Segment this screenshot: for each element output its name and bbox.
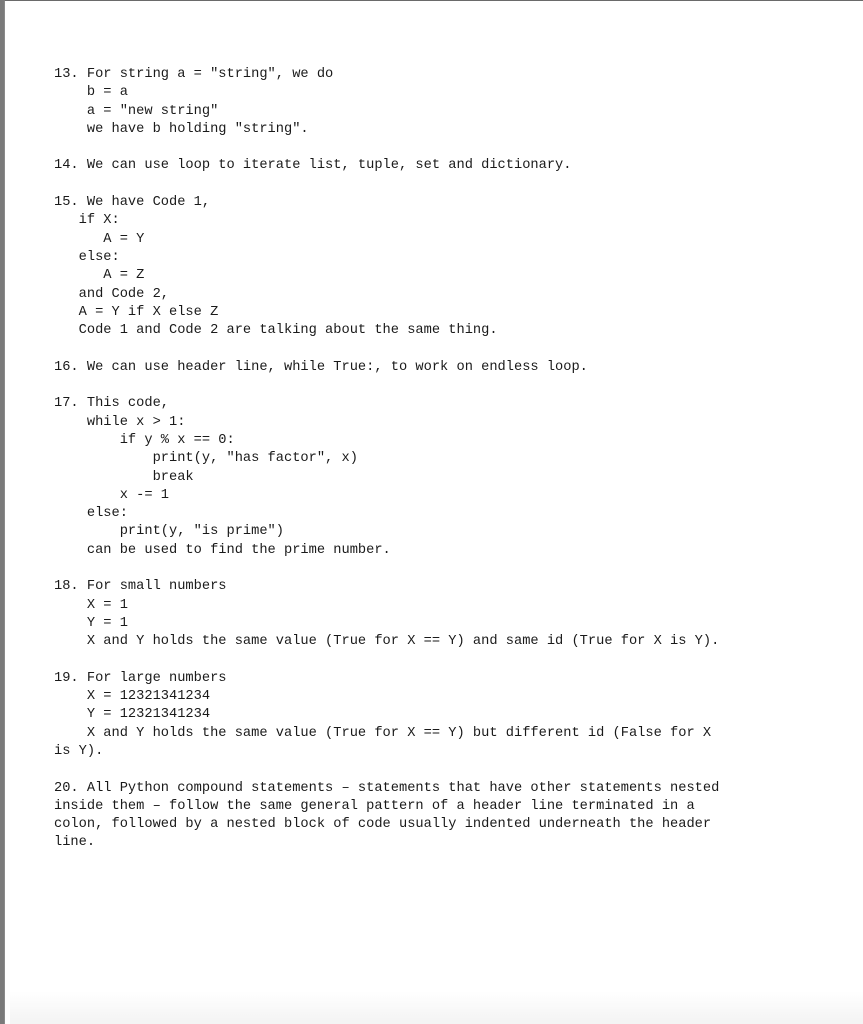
question-line: while x > 1: <box>54 414 186 430</box>
question-line: X and Y holds the same value (True for X == Y) and same id (True for X is Y). <box>54 634 720 650</box>
blank-line <box>54 761 854 779</box>
question-line: we have b holding "string". <box>54 121 309 137</box>
question-line: A = Y if X else Z <box>54 304 219 320</box>
question-line: Y = 1 <box>54 615 128 631</box>
question-17 <box>54 395 854 560</box>
question-line: if X: <box>54 213 120 229</box>
question-heading: 16. We can use header line, while True:, to work on endless loop. <box>54 359 588 375</box>
question-line: else: <box>54 249 120 265</box>
question-line: line. <box>54 835 96 851</box>
question-heading: 15. We have Code 1, <box>54 195 211 211</box>
question-line: x -= 1 <box>54 487 169 503</box>
question-line: X = 12321341234 <box>54 689 211 705</box>
question-line: inside them – follow the same general pattern of a header line terminated in a <box>54 798 695 814</box>
blank-line <box>54 377 854 395</box>
question-list <box>54 66 854 853</box>
question-18 <box>54 578 854 651</box>
question-line: Code 1 and Code 2 are talking about the same thing. <box>54 323 498 339</box>
question-line: print(y, "is prime") <box>54 524 284 540</box>
question-20 <box>54 780 854 853</box>
question-heading: 18. For small numbers <box>54 579 227 595</box>
question-heading: 14. We can use loop to iterate list, tuple, set and dictionary. <box>54 158 572 174</box>
question-heading: 13. For string a = "string", we do <box>54 67 334 82</box>
question-line: X = 1 <box>54 597 128 613</box>
question-line: if y % x == 0: <box>54 432 235 448</box>
question-16 <box>54 359 854 377</box>
question-line: else: <box>54 506 128 522</box>
blank-line <box>54 652 854 670</box>
blank-line <box>54 340 854 358</box>
question-line: is Y). <box>54 743 104 759</box>
question-line: Y = 12321341234 <box>54 707 211 723</box>
question-line: A = Z <box>54 268 145 284</box>
question-heading: 20. All Python compound statements – statements that have other statements nested <box>54 780 720 796</box>
question-line: a = "new string" <box>54 103 219 119</box>
question-line: break <box>54 469 194 485</box>
blank-line <box>54 176 854 194</box>
question-line: colon, followed by a nested block of code usually indented underneath the header <box>54 817 712 833</box>
question-13 <box>54 66 854 139</box>
question-line: and Code 2, <box>54 286 169 302</box>
question-line: X and Y holds the same value (True for X == Y) but different id (False for X <box>54 725 712 741</box>
question-heading: 17. This code, <box>54 396 169 412</box>
blank-line <box>54 560 854 578</box>
document-page <box>4 0 863 1024</box>
question-line: A = Y <box>54 231 145 247</box>
question-line: b = a <box>54 85 128 101</box>
question-line: can be used to find the prime number. <box>54 542 391 558</box>
question-line: print(y, "has factor", x) <box>54 451 358 467</box>
question-15 <box>54 194 854 340</box>
page-bottom-fade <box>10 991 863 1024</box>
question-14 <box>54 157 854 175</box>
blank-line <box>54 139 854 157</box>
question-heading: 19. For large numbers <box>54 670 227 686</box>
question-19 <box>54 670 854 761</box>
